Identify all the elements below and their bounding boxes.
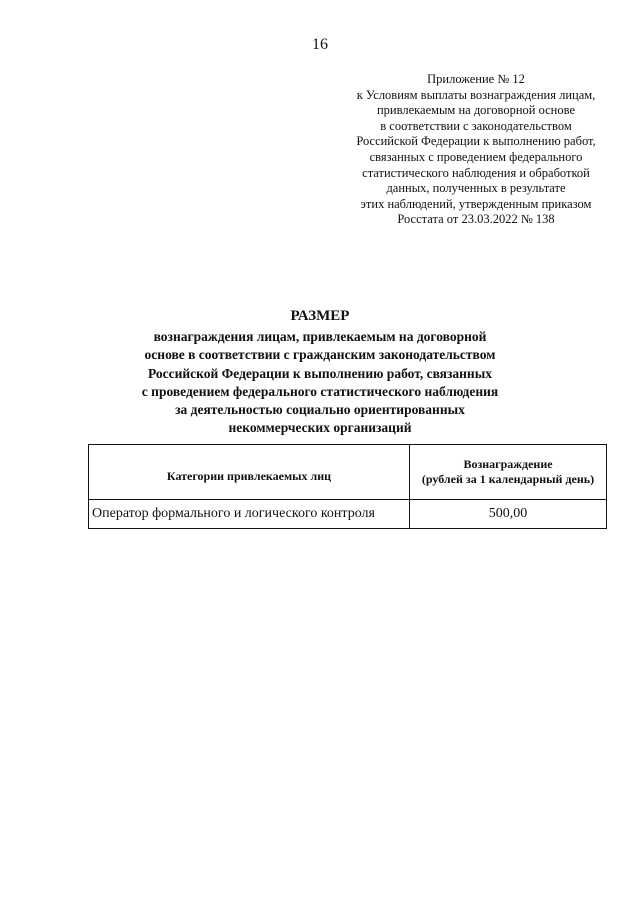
appendix-line: Росстата от 23.03.2022 № 138 [397, 212, 555, 227]
appendix-line: связанных с проведением федерального [369, 149, 583, 164]
title-line: основе в соответствии с гражданским законодательством [144, 347, 496, 363]
appendix-line: Российской Федерации к выполнению работ, [356, 134, 596, 149]
header-reward-unit: (рублей за 1 календарный день) [421, 472, 595, 486]
title-line: с проведением федерального статистического наблюдения [141, 383, 499, 399]
title-heading: РАЗМЕР [290, 308, 350, 324]
title-line: некоммерческих организаций [228, 420, 412, 436]
title-line: за деятельностью социально ориентированных [175, 402, 465, 418]
appendix-line: к Условиям выплаты вознаграждения лицам, [356, 87, 596, 102]
title-line: вознаграждения лицам, привлекаемым на договорной [153, 329, 487, 344]
document-title [0, 306, 640, 438]
title-line: Российской Федерации к выполнению работ, связанных [147, 365, 493, 381]
header-category: Категории привлекаемых лиц [89, 445, 410, 500]
appendix-line: статистического наблюдения и обработкой [362, 165, 590, 180]
appendix-line: привлекаемым на договорной основе [376, 103, 575, 118]
appendix-line: Приложение № 12 [427, 72, 525, 86]
appendix-line: данных, полученных в результате [386, 181, 566, 196]
reward-table [88, 444, 607, 529]
table-header-row [89, 445, 607, 500]
appendix-line: в соответствии с законодательством [380, 118, 572, 133]
title-subtitle [0, 328, 640, 438]
cell-category: Оператор формального и логического контроля [89, 500, 410, 529]
header-reward-line: Вознаграждение [463, 456, 553, 471]
appendix-note [345, 72, 607, 228]
page-number: 16 [312, 36, 328, 53]
appendix-line: этих наблюдений, утвержденным приказом [360, 196, 592, 211]
cell-reward-value: 500,00 [410, 500, 607, 529]
header-reward [410, 445, 607, 500]
table-row [89, 500, 607, 529]
